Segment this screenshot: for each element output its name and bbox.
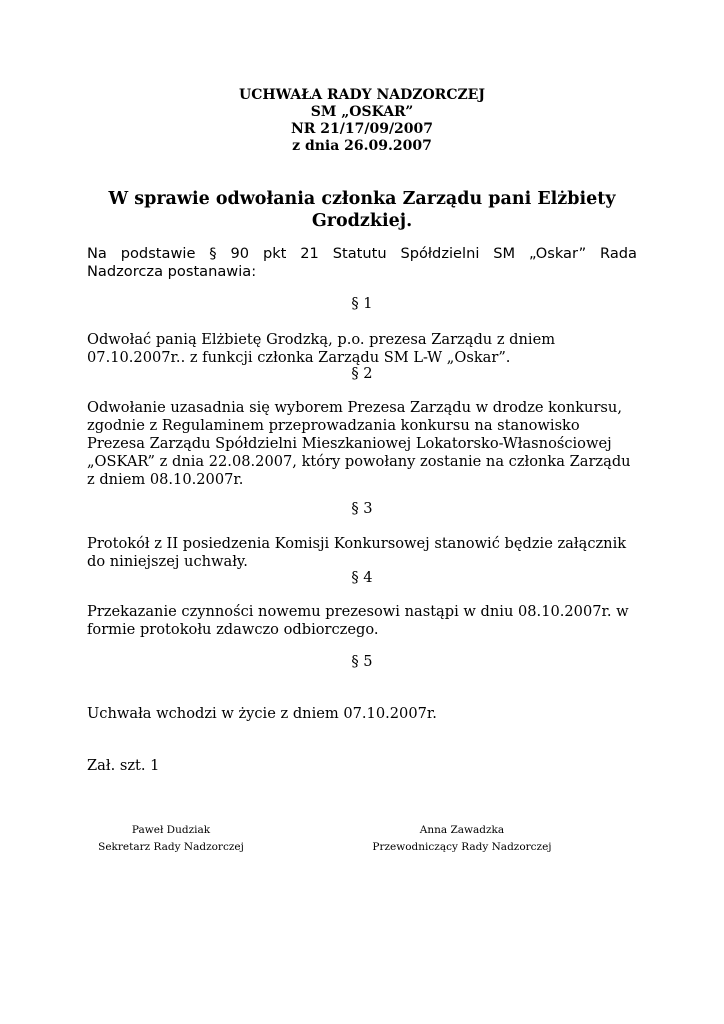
header-line-date: z dnia 26.09.2007: [292, 138, 432, 154]
attachment-note: [87, 757, 637, 775]
section-4-mark: § 4: [351, 569, 373, 586]
section-3-mark: § 3: [351, 500, 373, 517]
signature-left-role: Sekretarz Rady Nadzorczej: [98, 841, 244, 853]
section-3-line-1: Protokół z II posiedzenia Komisji Konkursowej stanowić będzie załącznik: [87, 535, 627, 552]
signature-right: [370, 823, 554, 854]
section-2-paragraph: [87, 399, 637, 489]
section-1-line-2: 07.10.2007r.. z funkcji członka Zarządu SM L-W „Oskar”.: [87, 349, 511, 366]
section-1-line-1: Odwołać panią Elżbietę Grodzką, p.o. prezesa Zarządu z dniem: [87, 331, 556, 348]
title-line-1: W sprawie odwołania członka Zarządu pani Elżbiety: [108, 189, 616, 209]
header-line-number: NR 21/17/09/2007: [290, 121, 434, 137]
section-4-line-2: formie protokołu zdawczo odbiorczego.: [87, 621, 379, 638]
section-1-paragraph: [87, 331, 637, 367]
section-4-paragraph: [87, 603, 637, 639]
section-2-line-2: zgodnie z Regulaminem przeprowadzania konkursu na stanowisko: [87, 417, 580, 434]
intro-paragraph: [87, 245, 637, 281]
signature-left-name: Paweł Dudziak: [131, 824, 211, 836]
section-4-line-1: Przekazanie czynności nowemu prezesowi nastąpi w dniu 08.10.2007r. w: [87, 603, 629, 620]
section-2-mark: § 2: [351, 365, 373, 382]
section-2-line-3: Prezesa Zarządu Spółdzielni Mieszkaniowej Lokatorsko-Własnościowej: [87, 435, 612, 452]
section-2-line-4: „OSKAR” z dnia 22.08.2007, który powołany zostanie na członka Zarządu: [87, 453, 631, 470]
title-line-2: Grodzkiej.: [311, 211, 413, 231]
signature-left: [90, 823, 252, 854]
section-2-line-1: Odwołanie uzasadnia się wyborem Prezesa Zarządu w drodze konkursu,: [87, 399, 622, 416]
section-5-mark: § 5: [351, 653, 373, 670]
section-3-line-2: do niniejszej uchwały.: [87, 553, 248, 570]
section-5-line-1: Uchwała wchodzi w życie z dniem 07.10.2007r.: [87, 705, 437, 722]
section-1-mark: § 1: [351, 295, 373, 312]
signature-right-name: Anna Zawadzka: [419, 824, 505, 836]
section-3-paragraph: [87, 535, 637, 571]
intro-line-1: Na podstawie § 90 pkt 21 Statutu Spółdzielni SM „Oskar” Rada: [87, 245, 637, 262]
header-line-title: UCHWAŁA RADY NADZORCZEJ: [239, 87, 485, 103]
signature-right-role: Przewodniczący Rady Nadzorczej: [372, 841, 552, 853]
document-title: [90, 188, 634, 232]
intro-line-2: Nadzorcza postanawia:: [87, 263, 257, 280]
attachment-text: Zał. szt. 1: [87, 757, 160, 774]
section-5-paragraph: [87, 705, 637, 723]
section-2-line-5: z dniem 08.10.2007r.: [87, 471, 244, 488]
resolution-header: [0, 87, 724, 155]
header-line-organization: SM „OSKAR”: [310, 104, 414, 120]
